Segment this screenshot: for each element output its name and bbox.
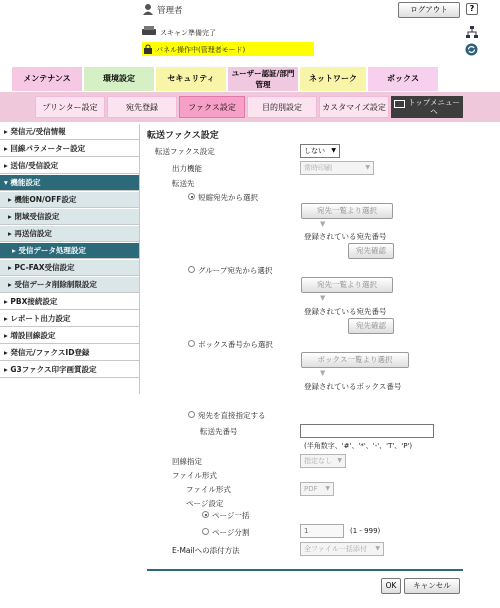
home-icon [394, 100, 405, 108]
sidebar-item-pcfax[interactable]: ▸ PC-FAX受信設定 [0, 260, 139, 276]
line-label: 回線指定 [172, 457, 202, 466]
tab-environment[interactable]: 環境設定 [84, 67, 154, 91]
sidebar-label: 機能設定 [10, 178, 41, 187]
sidebar-item-rx-data[interactable]: ▸ 受信データ処理設定 [0, 243, 139, 259]
fax-number-label: 転送先番号 [200, 427, 238, 436]
sidebar-label: 機能ON/OFF設定 [14, 195, 77, 204]
subtab-customize[interactable]: カスタマイズ設定 [319, 96, 389, 118]
file-format-value: PDF [304, 485, 318, 493]
email-attach-label: E-Mailへの添付方法 [172, 546, 240, 555]
page-split-input[interactable] [300, 524, 344, 538]
tab-security[interactable]: セキュリティ [156, 67, 226, 91]
radio-short-dial[interactable] [188, 193, 195, 200]
panel-lock-icon [143, 44, 153, 54]
sidebar-item-function[interactable]: ▾ 機能設定 [0, 175, 139, 191]
sidebar-label: 発信元/受信情報 [10, 127, 66, 136]
sidebar-label: 受信データ処理設定 [18, 246, 86, 255]
chevron-down-icon: ▼ [337, 457, 342, 464]
short-dial-select-button[interactable]: 宛先一覧より選択 [301, 203, 393, 219]
arrow-down-icon: ▼ [320, 369, 326, 377]
user-label: 管理者 [157, 6, 183, 16]
sidebar-item-report[interactable]: ▸ レポート出力設定 [0, 311, 139, 327]
sidebar-item-sender-info[interactable]: ▸ 発信元/受信情報 [0, 124, 139, 140]
confirm-dest-1-button[interactable]: 宛先確認 [348, 243, 394, 259]
radio-page-all[interactable] [202, 511, 209, 518]
admin-icon [142, 3, 154, 15]
radio-group-dial-label: グループ宛先から選択 [198, 266, 273, 275]
line-value: 指定なし [304, 457, 332, 465]
email-attach-value: 全ファイル一括添付 [304, 545, 367, 553]
sidebar-label: 増設回線設定 [10, 331, 56, 340]
tab-box[interactable]: ボックス [368, 67, 438, 91]
panel-status: パネル操作中(管理者モード) [156, 46, 246, 54]
tab-maintenance[interactable]: メンテナンス [12, 67, 82, 91]
page-split-range: (1 - 999) [350, 527, 381, 535]
tab-network[interactable]: ネットワーク [300, 67, 366, 91]
email-attach-select[interactable] [300, 542, 384, 556]
sidebar-label: 送信/受信設定 [10, 161, 59, 170]
fax-number-hint: (半角数字、'#'、'*'、'-'、'T'、'P') [304, 442, 413, 450]
page-split-value: 1 [304, 527, 309, 535]
radio-box-number[interactable] [188, 340, 195, 347]
registered-box: 登録されているボックス番号 [304, 382, 402, 391]
output-label: 出力機能 [172, 164, 202, 173]
sidebar-label: 受信データ削除制限設定 [14, 280, 97, 289]
output-select[interactable] [300, 161, 374, 175]
refresh-icon[interactable] [465, 43, 478, 56]
output-value: 常時印刷 [304, 164, 332, 172]
line-select[interactable] [300, 454, 346, 468]
forward-setting-select[interactable] [300, 144, 340, 158]
arrow-down-icon: ▼ [320, 294, 326, 302]
registered-dest-2: 登録されている宛先番号 [304, 307, 387, 316]
subtab-fax[interactable]: ファクス設定 [179, 96, 245, 118]
sidebar-item-rx-delete[interactable]: ▸ 受信データ削除制限設定 [0, 277, 139, 293]
radio-page-split[interactable] [202, 528, 209, 535]
radio-direct-label: 宛先を直接指定する [198, 411, 266, 420]
sidebar-label: 閉域受信設定 [14, 212, 60, 221]
sidebar-label: PBX接続設定 [10, 297, 58, 306]
sidebar-label: 再送信設定 [14, 229, 52, 238]
radio-box-number-label: ボックス番号から選択 [198, 340, 273, 349]
sidebar-label: G3ファクス印字画質設定 [10, 365, 97, 374]
chevron-down-icon: ▼ [325, 485, 330, 492]
sidebar-item-fax-id[interactable]: ▸ 発信元/ファクスID登録 [0, 345, 139, 361]
chevron-down-icon: ▼ [331, 147, 336, 154]
forward-setting-value: しない [304, 147, 325, 155]
scanner-icon [142, 26, 156, 36]
page-title: 転送ファクス設定 [147, 131, 219, 141]
confirm-dest-2-button[interactable]: 宛先確認 [348, 318, 394, 334]
subtab-address[interactable]: 宛先登録 [107, 96, 177, 118]
tab-user-auth-label: ユーザー認証/部門管理 [231, 69, 295, 89]
divider [147, 569, 463, 571]
sidebar-item-tx-rx[interactable]: ▸ 送信/受信設定 [0, 158, 139, 174]
radio-page-all-label: ページ一括 [212, 511, 250, 520]
subtab-purpose[interactable]: 目的別設定 [247, 96, 317, 118]
sidebar-label: 回線パラメーター設定 [10, 144, 86, 153]
dest-label: 転送先 [172, 179, 195, 188]
registered-dest-1: 登録されている宛先番号 [304, 232, 387, 241]
radio-direct[interactable] [188, 411, 195, 418]
sidebar-item-closed-rx[interactable]: ▸ 閉域受信設定 [0, 209, 139, 225]
logout-button[interactable]: ログアウト [398, 2, 460, 18]
file-format-select[interactable] [300, 482, 334, 496]
ok-button[interactable]: OK [381, 578, 401, 594]
sidebar-item-pbx[interactable]: ▸ PBX接続設定 [0, 294, 139, 310]
radio-group-dial[interactable] [188, 266, 195, 273]
top-menu-label: トップメニューへ [408, 98, 460, 116]
sidebar-label: 発信元/ファクスID登録 [10, 348, 90, 357]
file-format-sub-label: ファイル形式 [186, 485, 231, 494]
sidebar-item-g3-quality[interactable]: ▸ G3ファクス印字画質設定 [0, 362, 139, 378]
radio-page-split-label: ページ分割 [212, 528, 250, 537]
sidebar-item-resend[interactable]: ▸ 再送信設定 [0, 226, 139, 242]
arrow-down-icon: ▼ [320, 220, 326, 228]
scan-status: スキャン準備完了 [160, 29, 216, 37]
sidebar-label: レポート出力設定 [10, 314, 71, 323]
box-select-button[interactable]: ボックス一覧より選択 [301, 352, 409, 368]
fax-number-input[interactable] [300, 424, 434, 438]
tab-user-auth[interactable] [228, 67, 298, 91]
sidebar-item-line-param[interactable]: ▸ 回線パラメーター設定 [0, 141, 139, 157]
chevron-down-icon: ▼ [375, 545, 380, 552]
group-select-button[interactable]: 宛先一覧より選択 [301, 277, 393, 293]
file-format-label: ファイル形式 [172, 471, 217, 480]
sidebar-item-function-onoff[interactable]: ▸ 機能ON/OFF設定 [0, 192, 139, 208]
subtab-printer[interactable]: プリンター設定 [35, 96, 105, 118]
radio-short-dial-label: 短縮宛先から選択 [198, 193, 258, 202]
sidebar-item-extra-line[interactable]: ▸ 増設回線設定 [0, 328, 139, 344]
network-icon[interactable] [466, 26, 478, 38]
page-setting-label: ページ設定 [186, 499, 224, 508]
forward-setting-label: 転送ファクス設定 [155, 147, 215, 156]
help-icon[interactable]: ? [466, 3, 478, 15]
cancel-button[interactable]: キャンセル [404, 578, 460, 594]
chevron-down-icon: ▼ [365, 164, 370, 171]
sidebar-label: PC-FAX受信設定 [14, 263, 75, 272]
